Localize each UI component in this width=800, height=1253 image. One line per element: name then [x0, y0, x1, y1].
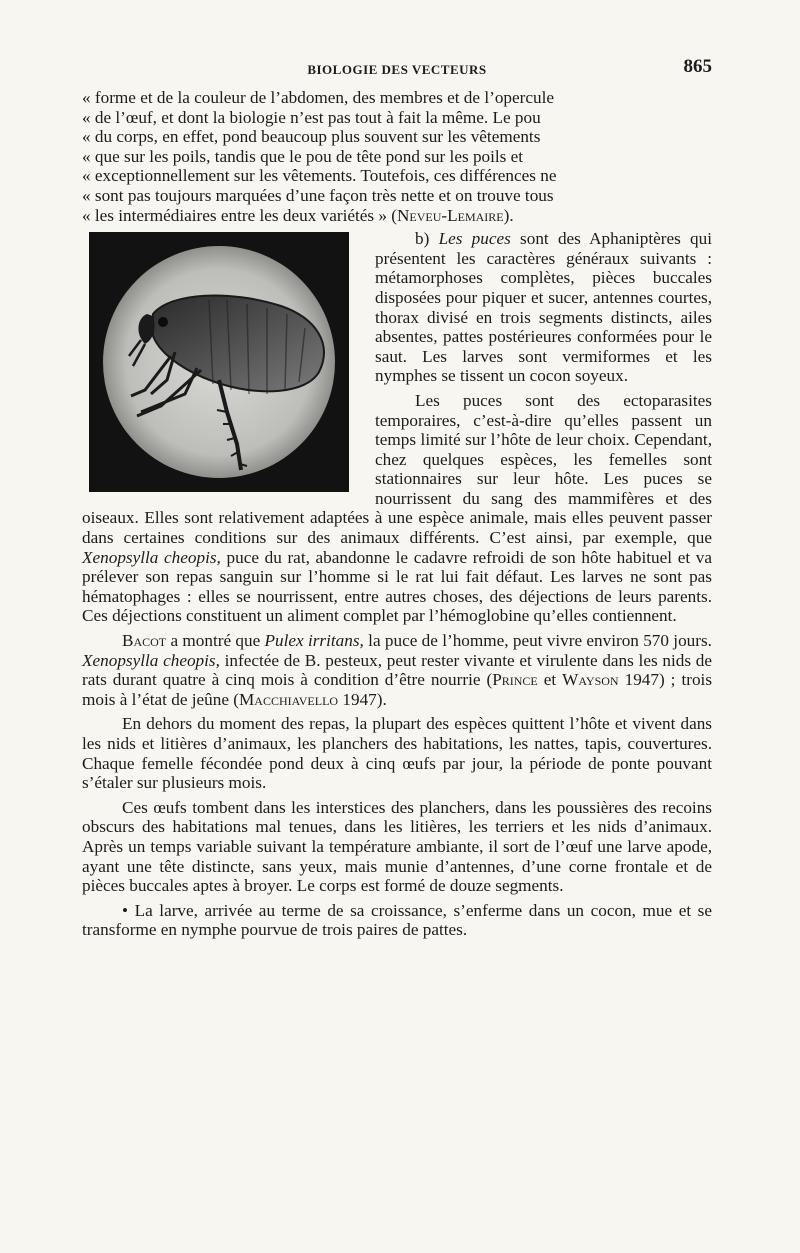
- species-name: Xenopsylla cheopis,: [82, 547, 221, 567]
- quotation-block: [82, 88, 712, 225]
- quote-text: « les intermédiaires entre les deux variétés » (: [82, 205, 397, 225]
- quote-line: « que sur les poils, tandis que le pou de tête pond sur les poils et: [82, 146, 524, 166]
- author-name: Macchiavello: [239, 689, 339, 709]
- quote-line: « exceptionnellement sur les vêtements. Toutefois, ces différences ne: [82, 166, 557, 186]
- paragraph-text: infectée de B. pesteux, peut rester vivante et virulente dans les nids de rats durant quatre à cinq mois à condition d’être nourrie (: [82, 650, 713, 690]
- species-name: Xenopsylla cheopis,: [82, 650, 220, 670]
- paragraph-bacot: [82, 631, 712, 709]
- book-page: [82, 56, 712, 940]
- quote-line: « forme et de la couleur de l’abdomen, des membres et de l’opercule: [82, 88, 554, 107]
- species-name: Pulex irritans,: [264, 631, 364, 651]
- flea-icon: [101, 244, 337, 480]
- quote-author: Neveu-Lemaire: [396, 205, 504, 225]
- page-number: 865: [683, 56, 712, 77]
- paragraph-oeufs: Ces œufs tombent dans les interstices des planchers, dans les poussières des recoins obscurs des habitations mal tenues, dans les litières, les terriers et les nids d’animaux. Après un temps variable suivant la température ambiante, il sort de l’œuf une larve apode, ayant une tête distincte, sans yeux, mais munie d’antennes, d’une corne frontale et de pièces buccales aptes à broyer. Le corps est formé de douze segments.: [82, 797, 712, 896]
- puces-title: Les puces: [438, 229, 511, 249]
- author-name: Wayson: [562, 670, 619, 690]
- quote-line-last: [82, 206, 712, 226]
- paragraph-text: Les puces sont des ectoparasites temporaires, c’est-à-dire qu’elles passent un temps limité sur l’hôte de leur choix. Cependant, chez quelques espèces, les femelles sont stationnaires sur leur hôte. Les puces se nourrissent du sang des mammifères et des oiseaux. Elles sont relativement adaptées à une espèce animale, mais elles peuvent passer dans certaines conditions sur des animaux différents. C’est ainsi, par exemple, que: [82, 390, 712, 548]
- page-header: [82, 56, 712, 82]
- quote-end: ).: [503, 205, 514, 225]
- paragraph-text: 1947) ; trois mois à l’état de jeûne (: [82, 670, 713, 709]
- quote-line: « sont pas toujours marquées d’une façon très nette et on trouve tous: [82, 185, 554, 205]
- quote-line: « de l’œuf, et dont la biologie n’est pas tout à fait la même. Le pou: [82, 107, 541, 127]
- paragraph-larve: • La larve, arrivée au terme de sa croissance, s’enferme dans un cocon, mue et se transforme en nymphe pourvue de trois paires de pattes.: [82, 900, 712, 940]
- quote-line: « du corps, en effet, pond beaucoup plus souvent sur les vêtements: [82, 127, 541, 147]
- paragraph-text: la puce de l’homme, peut vivre environ 570 jours.: [363, 631, 712, 651]
- paragraph-repas: En dehors du moment des repas, la plupart des espèces quittent l’hôte et vivent dans les nids et litières d’animaux, les planchers des habitations, les nattes, tapis, couvertures. Chaque femelle fécondée pond deux à cinq œufs par jour, la période de ponte pouvant s’étaler sur plusieurs mois.: [82, 714, 712, 793]
- flea-figure: [89, 232, 349, 492]
- author-name: Prince: [492, 670, 538, 690]
- paragraph-text: et: [537, 670, 563, 690]
- paragraph-text: 1947).: [338, 689, 387, 709]
- paragraph-text: puce du rat, abandonne le cadavre refroidi de son hôte habituel et va prélever son repas sanguin sur l’homme si le rat lui fait défaut. Les larves ne sont pas hématophages : elles se nourrissent, entre autres choses, des déjections de leurs parents. Ces déjections constituent un aliment complet par l’hémoglobine qu’elles contiennent.: [82, 547, 712, 626]
- list-label: b): [415, 229, 439, 249]
- paragraph-text: sont des Aphaniptères qui présentent les caractères généraux suivants : métamorphoses complètes, pièces buccales disposées pour piquer et sucer, antennes courtes, thorax divisé en trois segments distincts, ailes absentes, pattes postérieures conformées pour le saut. Les larves sont vermiformes et les nymphes se tissent un cocon soyeux.: [375, 229, 712, 386]
- paragraph-text: a montré que: [166, 631, 265, 651]
- running-title: BIOLOGIE DES VECTEURS: [307, 62, 487, 77]
- author-name: Bacot: [122, 631, 167, 651]
